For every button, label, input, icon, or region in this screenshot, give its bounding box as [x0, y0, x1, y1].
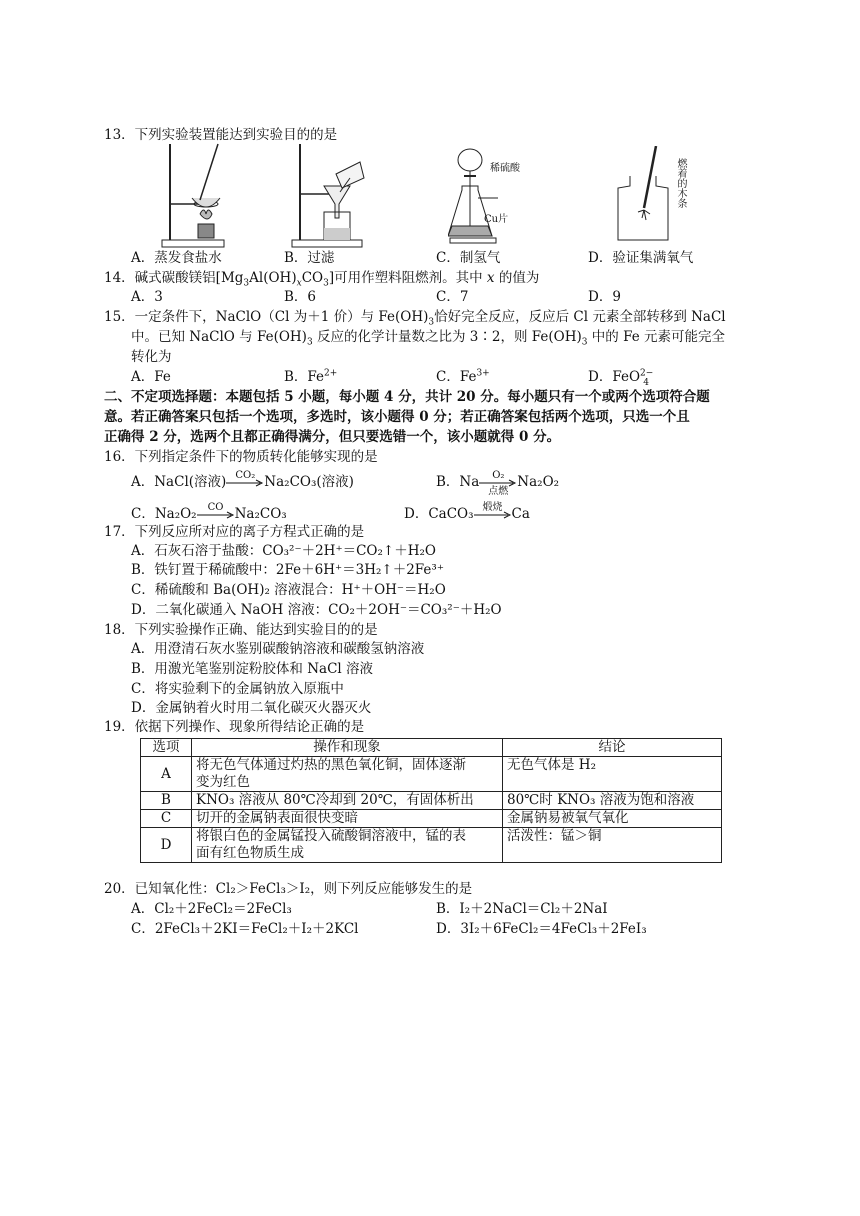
q15-option-b[interactable]: B．$Fe^{2+}$ [284, 368, 338, 385]
header-option: 选项 [141, 739, 192, 757]
row-conclusion: 无色气体是 H₂ [503, 757, 722, 792]
row-operation: 将银白色的金属锰投入硫酸铜溶液中，锰的表 面有红色物质生成 [192, 828, 503, 863]
q15-option-c[interactable]: C．$Fe^{3+}$ [436, 368, 490, 385]
table-header-row [141, 739, 722, 757]
q15-line3: 转化为 [131, 349, 172, 365]
row-option: A [141, 757, 192, 792]
q20-stem: 20．已知氧化性：Cl₂＞FeCl₃＞I₂，则下列反应能够发生的是 [104, 881, 473, 897]
q18-option-b[interactable]: B．用激光笔鉴别淀粉胶体和 NaCl 溶液 [131, 661, 374, 677]
section2-line1: 二、不定项选择题：本题包括 5 小题，每小题 4 分，共计 20 分。每小题只有一个或两个选项符合题 [104, 389, 710, 405]
q16-stem: 16．下列指定条件下的物质转化能够实现的是 [104, 449, 378, 465]
q15-option-a[interactable]: A．Fe [131, 369, 171, 385]
q14-option-a[interactable]: A．3 [131, 289, 163, 305]
label-cu-plate: Cu片 [484, 214, 509, 225]
row-operation: 将无色气体通过灼热的黑色氧化铜，固体逐渐 变为红色 [192, 757, 503, 792]
q16-option-b[interactable]: B．Na O₂ 点燃 Na₂O₂ [436, 469, 560, 497]
q17-option-d[interactable]: D．二氧化碳通入 NaOH 溶液：CO₂＋2OH⁻＝CO₃²⁻＋H₂O [131, 602, 502, 618]
filtration-apparatus-figure [290, 142, 370, 250]
row-conclusion: 活泼性：锰＞铜 [503, 828, 722, 863]
q13-option-a[interactable]: A．蒸发食盐水 [131, 250, 222, 266]
q14-stem: 14．碱式碳酸镁铝$[Mg_3Al(OH)_xCO_3]$可用作塑料阻燃剂。其中 x 的值为 [104, 270, 540, 289]
q15-line1: 15．一定条件下，NaClO（Cl 为＋1 价）与 $Fe(OH)_3$恰好完全反应，反应后 Cl 元素全部转移到 NaCl [104, 309, 726, 328]
q16-option-c[interactable]: C．Na₂O₂ CO Na₂CO₃ [131, 501, 287, 522]
row-option: B [141, 792, 192, 810]
q19-table [140, 738, 722, 863]
q18-option-a[interactable]: A．用澄清石灰水鉴别碳酸钠溶液和碳酸氢钠溶液 [131, 641, 425, 657]
header-operation: 操作和现象 [192, 739, 503, 757]
evaporation-apparatus-figure [160, 142, 230, 250]
q13-option-c[interactable]: C．制氢气 [436, 250, 501, 266]
q13-option-d[interactable]: D．验证集满氧气 [588, 250, 694, 266]
q17-option-c[interactable]: C．稀硫酸和 Ba(OH)₂ 溶液混合：H⁺＋OH⁻＝H₂O [131, 582, 446, 598]
q15-line2: 中。已知 NaClO 与 $Fe(OH)_3$ 反应的化学计量数之比为 3∶2，则 $Fe(OH)_3$ 中的 Fe 元素可能完全 [131, 329, 725, 348]
row-operation: KNO₃ 溶液从 80℃冷却到 20℃，有固体析出 [192, 792, 503, 810]
q17-option-a[interactable]: A．石灰石溶于盐酸：CO₃²⁻＋2H⁺＝CO₂↑＋H₂O [131, 543, 436, 559]
q18-stem: 18．下列实验操作正确、能达到实验目的的是 [104, 622, 378, 638]
section2-line2: 意。若正确答案只包括一个选项，多选时，该小题得 0 分；若正确答案包括两个选项，只选一个且 [104, 409, 690, 425]
q14-option-d[interactable]: D．9 [588, 289, 621, 305]
row-option: D [141, 828, 192, 863]
q16-option-a[interactable]: A．NaCl(溶液) CO₂ Na₂CO₃(溶液) [131, 469, 354, 490]
q13-stem: 13．下列实验装置能达到实验目的的是 [104, 127, 338, 143]
row-option: C [141, 810, 192, 828]
q20-option-a[interactable]: A．Cl₂＋2FeCl₂＝2FeCl₃ [131, 901, 292, 917]
oxygen-test-figure [616, 146, 670, 242]
table-row [141, 828, 722, 863]
table-row [141, 757, 722, 792]
table-row [141, 792, 722, 810]
label-burning-stick: 燃着的木条 [675, 158, 686, 208]
q20-option-b[interactable]: B．I₂＋2NaCl＝Cl₂＋2NaI [436, 901, 608, 917]
q17-option-b[interactable]: B．铁钉置于稀硫酸中：2Fe＋6H⁺＝3H₂↑＋2Fe³⁺ [131, 562, 444, 578]
q16-option-d[interactable]: D．CaCO₃ 煅烧 Ca [404, 501, 530, 522]
q18-option-c[interactable]: C．将实验剩下的金属钠放入原瓶中 [131, 681, 344, 697]
header-conclusion: 结论 [503, 739, 722, 757]
q13-option-b[interactable]: B．过滤 [284, 250, 335, 266]
q20-option-d[interactable]: D．3I₂＋6FeCl₂＝4FeCl₃＋2FeI₃ [436, 921, 647, 937]
row-conclusion: 金属钠易被氧气氧化 [503, 810, 722, 828]
row-operation: 切开的金属钠表面很快变暗 [192, 810, 503, 828]
row-conclusion: 80℃时 KNO₃ 溶液为饱和溶液 [503, 792, 722, 810]
table-row [141, 810, 722, 828]
q14-option-c[interactable]: C．7 [436, 289, 469, 305]
q19-stem: 19．依据下列操作、现象所得结论正确的是 [104, 719, 365, 735]
q20-option-c[interactable]: C．2FeCl₃＋2KI＝FeCl₂＋I₂＋2KCl [131, 921, 359, 937]
q17-stem: 17．下列反应所对应的离子方程式正确的是 [104, 524, 365, 540]
section2-line3: 正确得 2 分，选两个且都正确得满分，但只要选错一个，该小题就得 0 分。 [104, 429, 561, 445]
label-dilute-sulfuric-acid: 稀硫酸 [490, 163, 520, 174]
q14-option-b[interactable]: B．6 [284, 289, 317, 305]
q18-option-d[interactable]: D．金属钠着火时用二氧化碳灭火器灭火 [131, 700, 372, 716]
q15-option-d[interactable]: D．FeO$^{2-}_4$ [588, 368, 654, 388]
